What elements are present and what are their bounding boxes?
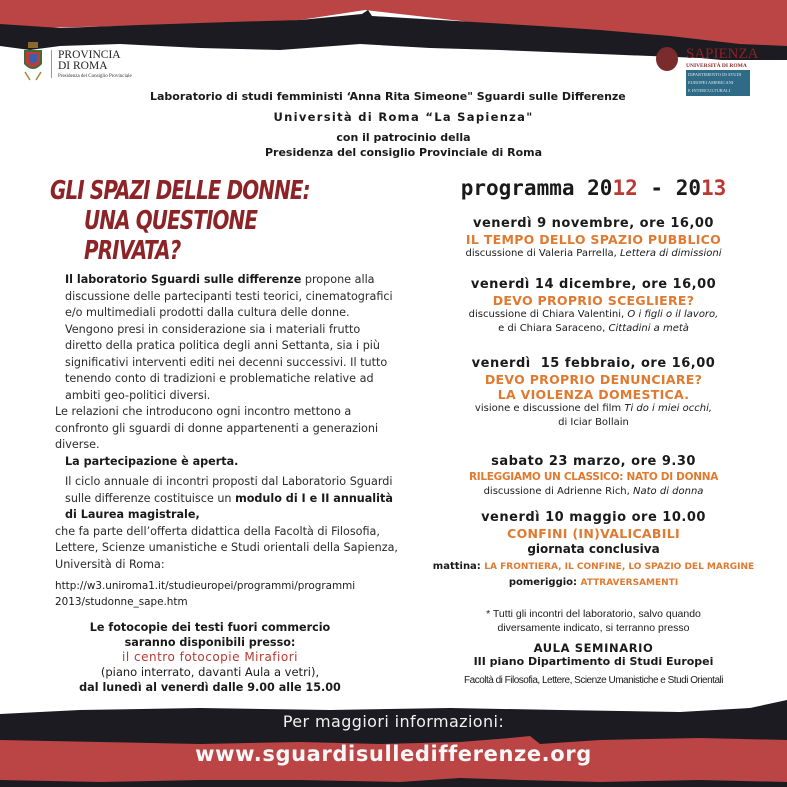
department-line3: E INTERCULTURALI bbox=[688, 88, 731, 93]
programma-heading bbox=[400, 176, 787, 200]
year2-suffix: 13 bbox=[700, 176, 727, 200]
event-date: venerdì 15 febbraio, ore 16,00 bbox=[471, 356, 716, 371]
year1-prefix: 20 bbox=[587, 176, 613, 200]
event-morning bbox=[400, 558, 787, 576]
title-line2: UNA QUESTIONE PRIVATA? bbox=[84, 206, 258, 266]
event-date: venerdì 10 maggio ore 10.00 bbox=[481, 510, 706, 525]
url-line1[interactable]: http://w3.uniroma1.it/studieuropei/programmi/programmi bbox=[55, 580, 356, 592]
event-title-text: DEVO PROPRIO DENUNCIARE? bbox=[484, 372, 703, 387]
event-title-text: CONFINI (IN)VALICABILI bbox=[507, 526, 680, 541]
ciclo-text-b: che fa parte dell’offerta didattica della Facoltà di Filosofia, Lettere, Scienze umanistiche e Studi orientali della Sapienza, Università di Roma: bbox=[55, 524, 398, 571]
partecipazione-aperta: La partecipazione è aperta. bbox=[65, 455, 239, 468]
event-work-title: Lettera di dimissioni bbox=[619, 248, 722, 259]
event-desc-text: visione e discussione del film bbox=[474, 403, 625, 414]
event-afternoon bbox=[400, 576, 787, 590]
event-item bbox=[400, 355, 787, 430]
fotocopie-info bbox=[0, 620, 420, 695]
event-item bbox=[400, 215, 787, 261]
event-desc bbox=[400, 308, 787, 322]
morning-label: mattina: bbox=[432, 561, 485, 572]
morning-topic: LA FRONTIERA, IL CONFINE, LO SPAZIO DEL MARGINE bbox=[484, 562, 755, 572]
event-desc-text: e di Chiara Saraceno, bbox=[498, 323, 609, 334]
event-subtitle: giornata conclusiva bbox=[527, 542, 660, 556]
afternoon-topic: ATTRAVERSAMENTI bbox=[580, 578, 679, 588]
facolta-line: Facoltà di Filosofia, Lettere, Scienze Umanistiche e Studi Orientali bbox=[464, 675, 723, 686]
afternoon-label: pomeriggio: bbox=[508, 577, 581, 588]
programma-label: programma bbox=[460, 176, 588, 200]
url-line2[interactable]: 2013/studonne_sape.htm bbox=[55, 596, 188, 608]
event-title-text: RILEGGIAMO UN CLASSICO: NATO DI DONNA bbox=[468, 471, 719, 483]
event-title-text: LA VIOLENZA DOMESTICA. bbox=[497, 387, 690, 402]
foto-centro: il centro fotocopie Mirafiori bbox=[122, 650, 298, 664]
event-desc bbox=[400, 485, 787, 499]
year2-prefix: 20 bbox=[675, 176, 701, 200]
ciclo-bold: modulo di I e II annualità di Laurea magistrale, bbox=[65, 491, 393, 521]
event-work-title: Cittadini a metà bbox=[608, 323, 689, 334]
foto-line2: saranno disponibili presso: bbox=[124, 636, 296, 649]
event-work-title: Nato di donna bbox=[633, 486, 704, 497]
event-desc bbox=[400, 322, 787, 336]
provincia-subtitle: Presidenza del Consiglio Provinciale bbox=[58, 74, 132, 79]
website-link[interactable]: www.sguardisulledifferenze.org bbox=[195, 742, 592, 766]
header-laboratorio: Laboratorio di studi femministi ‘Anna Rita Simeone" Sguardi sulle Differenze bbox=[150, 90, 626, 103]
event-title bbox=[50, 176, 339, 266]
event-work-title: Ti do i miei occhi, bbox=[624, 403, 713, 414]
intro-paragraph bbox=[55, 272, 400, 454]
coat-of-arms-icon bbox=[22, 42, 44, 82]
event-desc bbox=[400, 402, 787, 416]
year-separator: - bbox=[637, 176, 676, 200]
aula-piano: III piano Dipartimento di Studi Europei bbox=[473, 655, 714, 668]
event-title-text: DEVO PROPRIO SCEGLIERE? bbox=[492, 293, 695, 308]
event-item bbox=[400, 276, 787, 336]
info-label: Per maggiori informazioni: bbox=[282, 712, 505, 731]
intro-bold: Il laboratorio Sguardi sulle differenze bbox=[65, 273, 302, 286]
foto-line1: Le fotocopie dei testi fuori commercio bbox=[89, 621, 331, 634]
ciclo-text-a: Il ciclo annuale di incontri proposti dal Laboratorio Sguardi sulle differenze costituisce un bbox=[65, 475, 393, 505]
sapienza-subtitle: UNIVERSITÀ DI ROMA bbox=[686, 63, 747, 69]
header-presidenza: Presidenza del consiglio Provinciale di Roma bbox=[264, 146, 543, 159]
provincia-name-line1: PROVINCIA bbox=[58, 49, 121, 61]
logo-divider bbox=[51, 50, 52, 78]
event-desc bbox=[400, 247, 787, 261]
university-seal-icon bbox=[656, 47, 678, 71]
event-item bbox=[400, 509, 787, 590]
event-item bbox=[400, 453, 787, 499]
foto-line4: (piano interrato, davanti Aula a vetri), bbox=[100, 665, 320, 679]
department-line2: EUROPEI AMERICANI bbox=[688, 80, 734, 85]
event-desc-text: discussione di Chiara Valentini, bbox=[468, 309, 628, 320]
foto-orari: dal lunedì al venerdì dalle 9.00 alle 15.00 bbox=[79, 681, 341, 694]
event-desc-text: discussione di Adrienne Rich, bbox=[483, 486, 634, 497]
intro-p2: Le relazioni che introducono ogni incontro mettono a confronto gli sguardi di donne appartenenti a generazioni diverse. bbox=[55, 405, 379, 451]
header-universita: Università di Roma “La Sapienza" bbox=[273, 110, 534, 124]
note-line2: diversamente indicato, si terranno presso bbox=[497, 622, 690, 634]
event-date: sabato 23 marzo, ore 9.30 bbox=[491, 454, 696, 469]
department-line1: DIPARTIMENTO DI STUDI bbox=[688, 72, 742, 77]
sapienza-name: SAPIENZA bbox=[686, 46, 759, 62]
event-work-title: O i figli o il lavoro, bbox=[627, 309, 719, 320]
aula-seminario: AULA SEMINARIO bbox=[533, 641, 654, 655]
header-patrocinio: con il patrocinio della bbox=[336, 131, 471, 144]
ciclo-paragraph bbox=[55, 474, 400, 573]
title-line1: GLI SPAZI DELLE DONNE: bbox=[50, 176, 310, 206]
event-desc-text: di Iciar Bollain bbox=[558, 417, 629, 428]
location-note bbox=[400, 607, 787, 635]
event-desc-text: discussione di Valeria Parrella, bbox=[465, 248, 620, 259]
event-title-text: IL TEMPO DELLO SPAZIO PUBBLICO bbox=[465, 232, 722, 247]
event-date: venerdì 14 dicembre, ore 16,00 bbox=[470, 277, 717, 292]
provincia-name bbox=[58, 50, 121, 72]
intro-rest: propone alla discussione delle partecipanti testi teorici, cinematografici e/o multimediali prodotti dalla cultura delle donne. Vengono presi in considerazione sia i materiali frutto diretto della pratica politica degli anni Settanta, sia i più significativi interventi editi nei decenni successivi. Il tutto tenendo conto di tradizioni e problematiche relative ad ambiti geo-politici diversi. bbox=[65, 273, 393, 402]
provincia-name-line2: DI ROMA bbox=[58, 60, 108, 72]
year1-suffix: 12 bbox=[612, 176, 638, 200]
event-date: venerdì 9 novembre, ore 16,00 bbox=[473, 216, 714, 231]
programme-url[interactable] bbox=[55, 578, 405, 610]
note-line1: * Tutti gli incontri del laboratorio, salvo quando bbox=[486, 608, 701, 620]
provincia-di-roma-logo bbox=[22, 42, 157, 82]
